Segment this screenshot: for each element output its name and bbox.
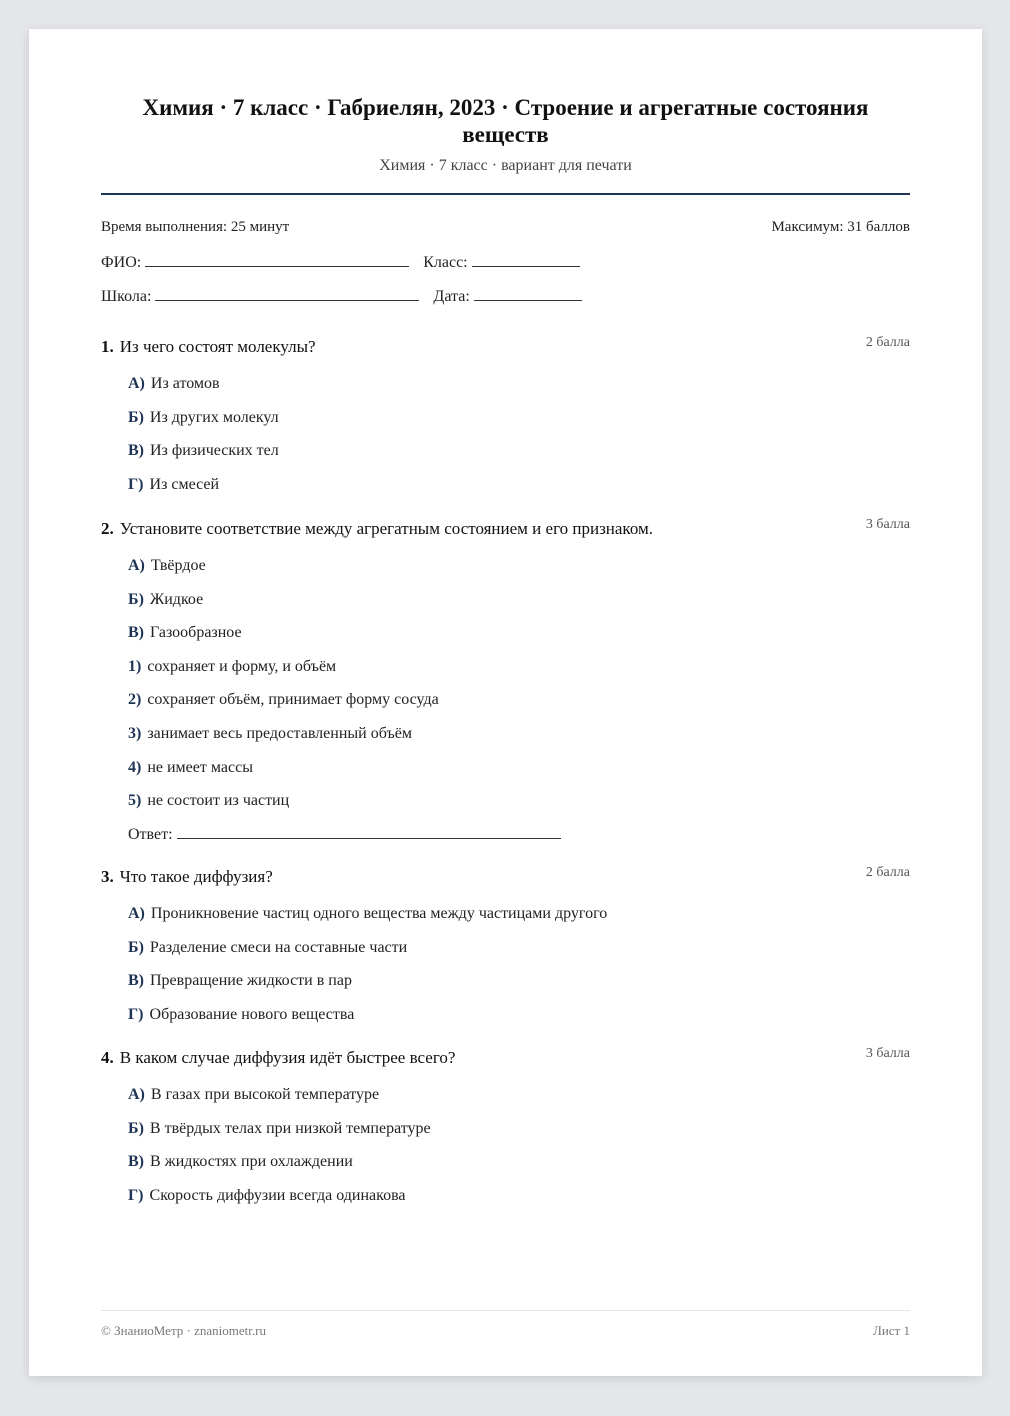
- option-letter: В): [128, 1153, 144, 1171]
- option-letter: Б): [128, 1119, 144, 1137]
- options-list: [101, 1084, 910, 1218]
- page-number: Лист 1: [873, 1323, 910, 1338]
- class-label: Класс:: [423, 254, 468, 271]
- question-points: 2 балла: [865, 335, 910, 350]
- option-item[interactable]: [128, 474, 910, 508]
- date-field[interactable]: [474, 286, 582, 301]
- option-item[interactable]: [128, 790, 910, 824]
- option-text: сохраняет и форму, и объём: [147, 657, 337, 675]
- option-text: Жидкое: [149, 590, 204, 608]
- school-label: Школа:: [101, 288, 152, 305]
- option-letter: В): [128, 624, 144, 642]
- fio-class-row: [101, 252, 580, 272]
- option-text: занимает весь предоставленный объём: [147, 724, 412, 742]
- answer-label: Ответ:: [128, 825, 173, 843]
- option-text: В газах при высокой температуре: [150, 1086, 380, 1103]
- option-text: не имеет массы: [147, 758, 253, 776]
- option-letter: В): [128, 972, 144, 990]
- footer-divider: [101, 1310, 910, 1311]
- option-letter: В): [128, 442, 144, 460]
- option-item[interactable]: [128, 903, 910, 937]
- option-letter: Б): [128, 408, 144, 426]
- option-item[interactable]: [128, 440, 910, 474]
- question-text: Установите соответствие между агрегатным состоянием и его признаком.: [119, 519, 654, 538]
- option-text: Превращение жидкости в пар: [150, 972, 352, 990]
- school-date-row: [101, 286, 582, 306]
- fio-label: ФИО:: [101, 254, 142, 271]
- footer-copyright: © ЗнаниоМетр · znaniometr.ru: [101, 1323, 266, 1338]
- option-item[interactable]: [128, 373, 910, 407]
- option-item[interactable]: [128, 1185, 910, 1219]
- answer-field[interactable]: [177, 824, 561, 839]
- question-header: [101, 519, 910, 543]
- question-points: 2 балла: [865, 865, 910, 880]
- page-content: [101, 29, 910, 1376]
- option-text: Газообразное: [150, 624, 242, 642]
- option-letter: Б): [128, 590, 144, 608]
- question-header: [101, 867, 910, 891]
- option-letter: 3): [128, 724, 142, 742]
- options-list: [101, 373, 910, 507]
- option-letter: Г): [128, 1186, 144, 1204]
- class-field[interactable]: [472, 252, 580, 267]
- option-item[interactable]: [128, 1004, 910, 1038]
- option-letter: 4): [128, 758, 142, 776]
- option-letter: Г): [128, 475, 144, 493]
- option-letter: А): [128, 1086, 145, 1103]
- option-letter: 2): [128, 691, 142, 709]
- question-header: [101, 337, 910, 361]
- school-field[interactable]: [155, 286, 419, 301]
- option-text: Разделение смеси на составные части: [149, 938, 408, 956]
- option-text: Твёрдое: [150, 557, 206, 574]
- date-label: Дата:: [433, 288, 470, 305]
- question-text: Что такое диффузия?: [119, 867, 273, 886]
- option-text: Из физических тел: [150, 442, 279, 460]
- option-letter: 5): [128, 792, 142, 810]
- time-limit: Время выполнения: 25 минут: [101, 219, 290, 235]
- option-text: сохраняет объём, принимает форму сосуда: [147, 691, 439, 709]
- question-text: В каком случае диффузия идёт быстрее всего?: [119, 1048, 456, 1067]
- option-item[interactable]: [128, 622, 910, 656]
- options-list: [101, 555, 910, 824]
- option-item[interactable]: [128, 937, 910, 971]
- option-text: Проникновение частиц одного вещества между частицами другого: [150, 905, 608, 922]
- option-item[interactable]: [128, 407, 910, 441]
- option-text: Скорость диффузии всегда одинакова: [149, 1186, 406, 1204]
- question-header: [101, 1048, 910, 1072]
- option-letter: 1): [128, 657, 142, 675]
- fio-field[interactable]: [145, 252, 409, 267]
- question-number: 4.: [101, 1048, 114, 1067]
- option-item[interactable]: [128, 555, 910, 589]
- option-text: Образование нового вещества: [149, 1005, 355, 1023]
- option-item[interactable]: [128, 1151, 910, 1185]
- option-item[interactable]: [128, 589, 910, 623]
- question-2: [101, 519, 910, 844]
- question-text: Из чего состоят молекулы?: [119, 337, 316, 356]
- option-item[interactable]: [128, 970, 910, 1004]
- option-item[interactable]: [128, 656, 910, 690]
- page-title: Химия · 7 класс · Габриелян, 2023 · Строение и агрегатные состояния веществ: [142, 95, 869, 147]
- page-subtitle: Химия · 7 класс · вариант для печати: [379, 157, 632, 174]
- header-divider: [101, 193, 910, 195]
- question-4: [101, 1048, 910, 1218]
- question-3: [101, 867, 910, 1037]
- question-points: 3 балла: [865, 1046, 910, 1061]
- question-number: 1.: [101, 337, 114, 356]
- option-item[interactable]: [128, 757, 910, 791]
- question-points: 3 балла: [865, 517, 910, 532]
- option-text: Из смесей: [149, 475, 220, 493]
- page-footer: [101, 1323, 910, 1339]
- option-text: Из других молекул: [149, 408, 279, 426]
- question-1: [101, 337, 910, 507]
- option-item[interactable]: [128, 1118, 910, 1152]
- option-letter: А): [128, 375, 145, 392]
- option-text: В жидкостях при охлаждении: [150, 1153, 353, 1171]
- question-number: 2.: [101, 519, 114, 538]
- option-letter: А): [128, 557, 145, 574]
- answer-row: [128, 824, 910, 844]
- meta-row: [101, 219, 910, 236]
- max-score: Максимум: 31 баллов: [771, 219, 910, 235]
- option-item[interactable]: [128, 689, 910, 723]
- option-text: не состоит из частиц: [147, 792, 290, 810]
- option-text: В твёрдых телах при низкой температуре: [149, 1119, 431, 1137]
- option-text: Из атомов: [150, 375, 220, 392]
- question-number: 3.: [101, 867, 114, 886]
- option-letter: Б): [128, 938, 144, 956]
- option-item[interactable]: [128, 1084, 910, 1118]
- option-item[interactable]: [128, 723, 910, 757]
- worksheet-page: [29, 29, 982, 1376]
- options-list: [101, 903, 910, 1037]
- option-letter: Г): [128, 1005, 144, 1023]
- option-letter: А): [128, 905, 145, 922]
